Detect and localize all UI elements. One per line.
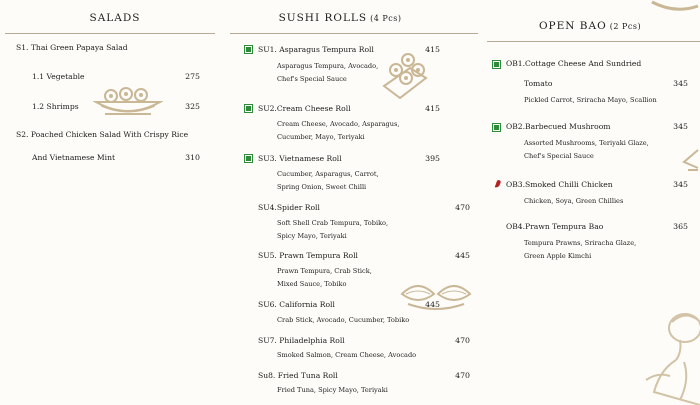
sushi-su4-desc: Soft Shell Crab Tempura, Tobiko, Spicy Mayo, Teriyaki: [277, 219, 389, 240]
veg-icon: [494, 125, 499, 130]
sushi-su7-name: SU7. Philadelphia Roll: [258, 336, 345, 345]
geisha-illustration: [640, 310, 700, 405]
salad-s1-2-name: 1.2 Shrimps: [32, 102, 79, 111]
salad-bowl-illustration: [93, 84, 163, 118]
sushi-su2-price: 415: [425, 104, 440, 113]
sushi-su3-price: 395: [425, 154, 440, 163]
sushi-su6-price: 445: [425, 300, 440, 309]
sushi-su3-name: SU3. Vietnamese Roll: [258, 154, 342, 163]
sushi-su6-name: SU6. California Roll: [258, 300, 335, 309]
salad-s1-name: S1. Thai Green Papaya Salad: [16, 43, 128, 52]
bao-ob1-name-line2: Tomato: [524, 79, 553, 88]
veg-icon: [246, 156, 251, 161]
bao-ob2-desc: Assorted Mushrooms, Teriyaki Glaze, Chef's Special Sauce: [524, 139, 649, 160]
sushi-su2-name: SU2.Cream Cheese Roll: [258, 104, 351, 113]
salad-s2-line2: And Vietnamese Mint: [32, 153, 116, 162]
bao-rule: [487, 41, 700, 42]
bao-ob2-name: OB2.Barbecued Mushroom: [506, 122, 611, 131]
bao-ob3-desc: Chicken, Soya, Green Chillies: [524, 197, 624, 205]
chili-icon: [495, 180, 501, 189]
sushi-su5-price: 445: [455, 251, 470, 260]
bao-ob1-name: OB1.Cottage Cheese And Sundried: [506, 59, 642, 68]
veg-icon: [494, 62, 499, 67]
sushi-su1-desc: Asparagus Tempura, Avocado, Chef's Special Sauce: [277, 62, 379, 83]
sushi-su5-desc: Prawn Tempura, Crab Stick, Mixed Sauce, Tobiko: [277, 267, 372, 288]
sushi-su4-name: SU4.Spider Roll: [258, 203, 320, 212]
veg-icon: [246, 47, 251, 52]
sushi-su7-price: 470: [455, 336, 470, 345]
bao-ob3-name: OB3.Smoked Chilli Chicken: [506, 180, 613, 189]
sushi-su6-desc: Crab Stick, Avocado, Cucumber, Tobiko: [277, 316, 410, 324]
salads-rule: [5, 33, 215, 34]
bao-heading: OPEN BAO (2 Pcs): [538, 20, 642, 32]
salad-s1-1-price: 275: [185, 72, 200, 81]
bao-ob4-desc: Tempura Prawns, Sriracha Glaze, Green Apple Kimchi: [524, 239, 637, 260]
salads-heading: SALADS: [89, 12, 141, 24]
sushi-su7-desc: Smoked Salmon, Cream Cheese, Avocado: [277, 351, 417, 359]
sushi-su8-name: Su8. Fried Tuna Roll: [258, 371, 338, 380]
bao-bun-illustration: [398, 276, 474, 312]
salad-s2-line1: S2. Poached Chicken Salad With Crispy Rice: [16, 130, 189, 139]
sushi-su3-desc: Cucumber, Asparagus, Carrot, Spring Onion, Sweet Chilli: [277, 170, 379, 191]
sushi-su4-price: 470: [455, 203, 470, 212]
sushi-plate-illustration: [380, 48, 430, 100]
salad-s2-price: 310: [185, 153, 200, 162]
sushi-rule: [230, 33, 478, 34]
bao-ob3-price: 345: [673, 180, 688, 189]
bao-ob4-price: 365: [673, 222, 688, 231]
salad-s1-2-price: 325: [185, 102, 200, 111]
salad-s1-1-name: 1.1 Vegetable: [32, 72, 85, 81]
sushi-su1-name: SU1. Asparagus Tempura Roll: [258, 45, 374, 54]
bao-ob1-desc: Pickled Carrot, Sriracha Mayo, Scallion: [524, 96, 657, 104]
sushi-su1-price: 415: [425, 45, 440, 54]
sushi-su5-name: SU5. Prawn Tempura Roll: [258, 251, 358, 260]
bao-ob2-price: 345: [673, 122, 688, 131]
veg-icon: [246, 106, 251, 111]
sushi-su8-desc: Fried Tuna, Spicy Mayo, Teriyaki: [277, 386, 388, 394]
plate-corner-illustration: [650, 0, 700, 14]
sushi-su2-desc: Cream Cheese, Avocado, Asparagus, Cucumber, Mayo, Teriyaki: [277, 120, 400, 141]
sushi-su8-price: 470: [455, 371, 470, 380]
sushi-heading: SUSHI ROLLS (4 Pcs): [278, 12, 402, 24]
dumpling-illustration: [680, 148, 700, 174]
bao-ob1-price: 345: [673, 79, 688, 88]
bao-ob4-name: OB4.Prawn Tempura Bao: [506, 222, 604, 231]
